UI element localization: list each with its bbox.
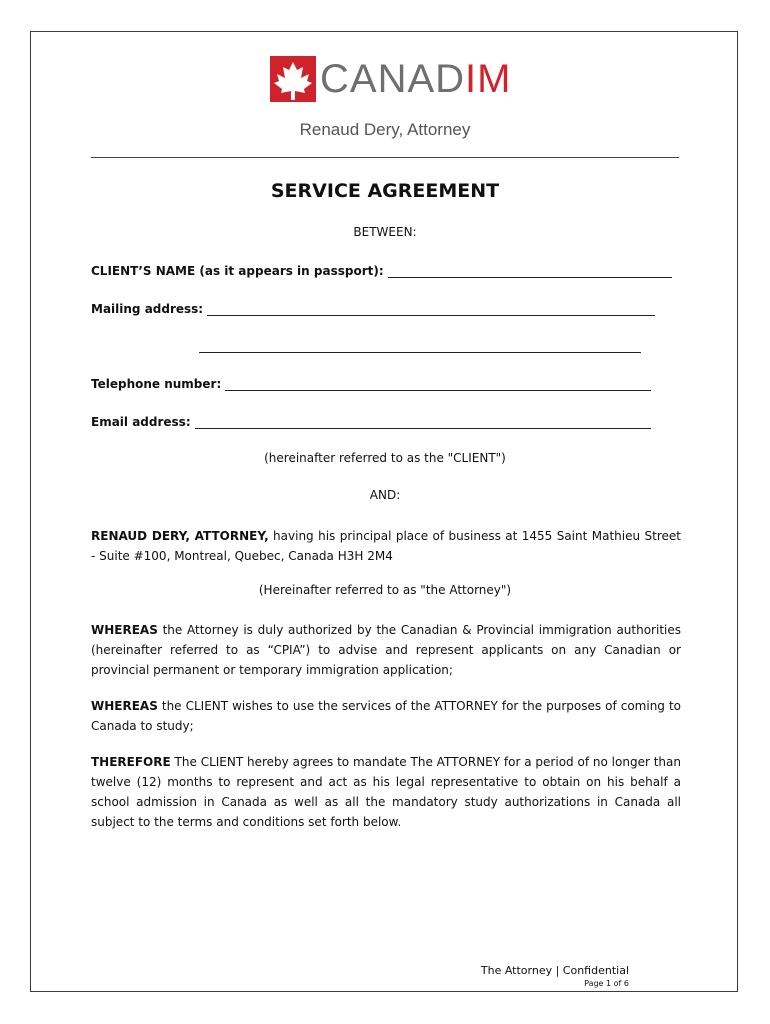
mailing-address-field [91, 300, 655, 316]
footer-confidential: The Attorney | Confidential [480, 964, 629, 977]
header-divider [91, 157, 679, 158]
canadim-logo [270, 54, 511, 104]
client-name-field [91, 262, 672, 278]
document-page [30, 31, 738, 992]
email-field [91, 413, 651, 429]
telephone-field [91, 375, 651, 391]
client-name-input-line[interactable] [388, 263, 672, 278]
and-label: AND: [369, 488, 401, 502]
client-name-label: CLIENT’S NAME (as it appears in passport): [91, 264, 384, 278]
maple-leaf-icon [270, 56, 316, 102]
therefore-paragraph: THEREFORE The CLIENT hereby agrees to mandate The ATTORNEY for a period of no longer than twelve (12) months to represent and act as his legal representative to obtain on his behalf a school admission in Canada as well as all the mandatory study authorizations in Canada all subject to the terms and conditions set forth below. [91, 755, 681, 829]
mailing-address-input-line[interactable] [207, 301, 655, 316]
email-input-line[interactable] [195, 414, 651, 429]
footer-page-number: Page 1 of 6 [584, 979, 629, 988]
mailing-address-label: Mailing address: [91, 302, 204, 316]
document-title: SERVICE AGREEMENT [270, 180, 500, 202]
client-reference: (hereinafter referred to as the "CLIENT") [264, 451, 506, 465]
logo-wordmark: CANADIM [320, 57, 512, 101]
whereas-paragraph-1: WHEREAS the Attorney is duly authorized by the Canadian & Provincial immigration authorities (hereinafter referred to as “CPIA”) to advise and represent applicants on any Canadian or provincial permanent or temporary immigration application; [91, 623, 681, 677]
attorney-paragraph: RENAUD DERY, ATTORNEY, having his principal place of business at 1455 Saint Mathieu Street - Suite #100, Montreal, Quebec, Canada H3H 2M4 [91, 529, 681, 563]
telephone-input-line[interactable] [225, 376, 651, 391]
telephone-label: Telephone number: [91, 377, 222, 391]
attorney-header: Renaud Dery, Attorney [299, 120, 471, 139]
whereas-paragraph-2: WHEREAS the CLIENT wishes to use the services of the ATTORNEY for the purposes of coming to Canada to study; [91, 699, 681, 733]
attorney-reference: (Hereinafter referred to as "the Attorney") [258, 583, 512, 597]
email-label: Email address: [91, 415, 191, 429]
between-label: BETWEEN: [353, 225, 417, 239]
mailing-address-input-line-2[interactable] [199, 352, 641, 353]
